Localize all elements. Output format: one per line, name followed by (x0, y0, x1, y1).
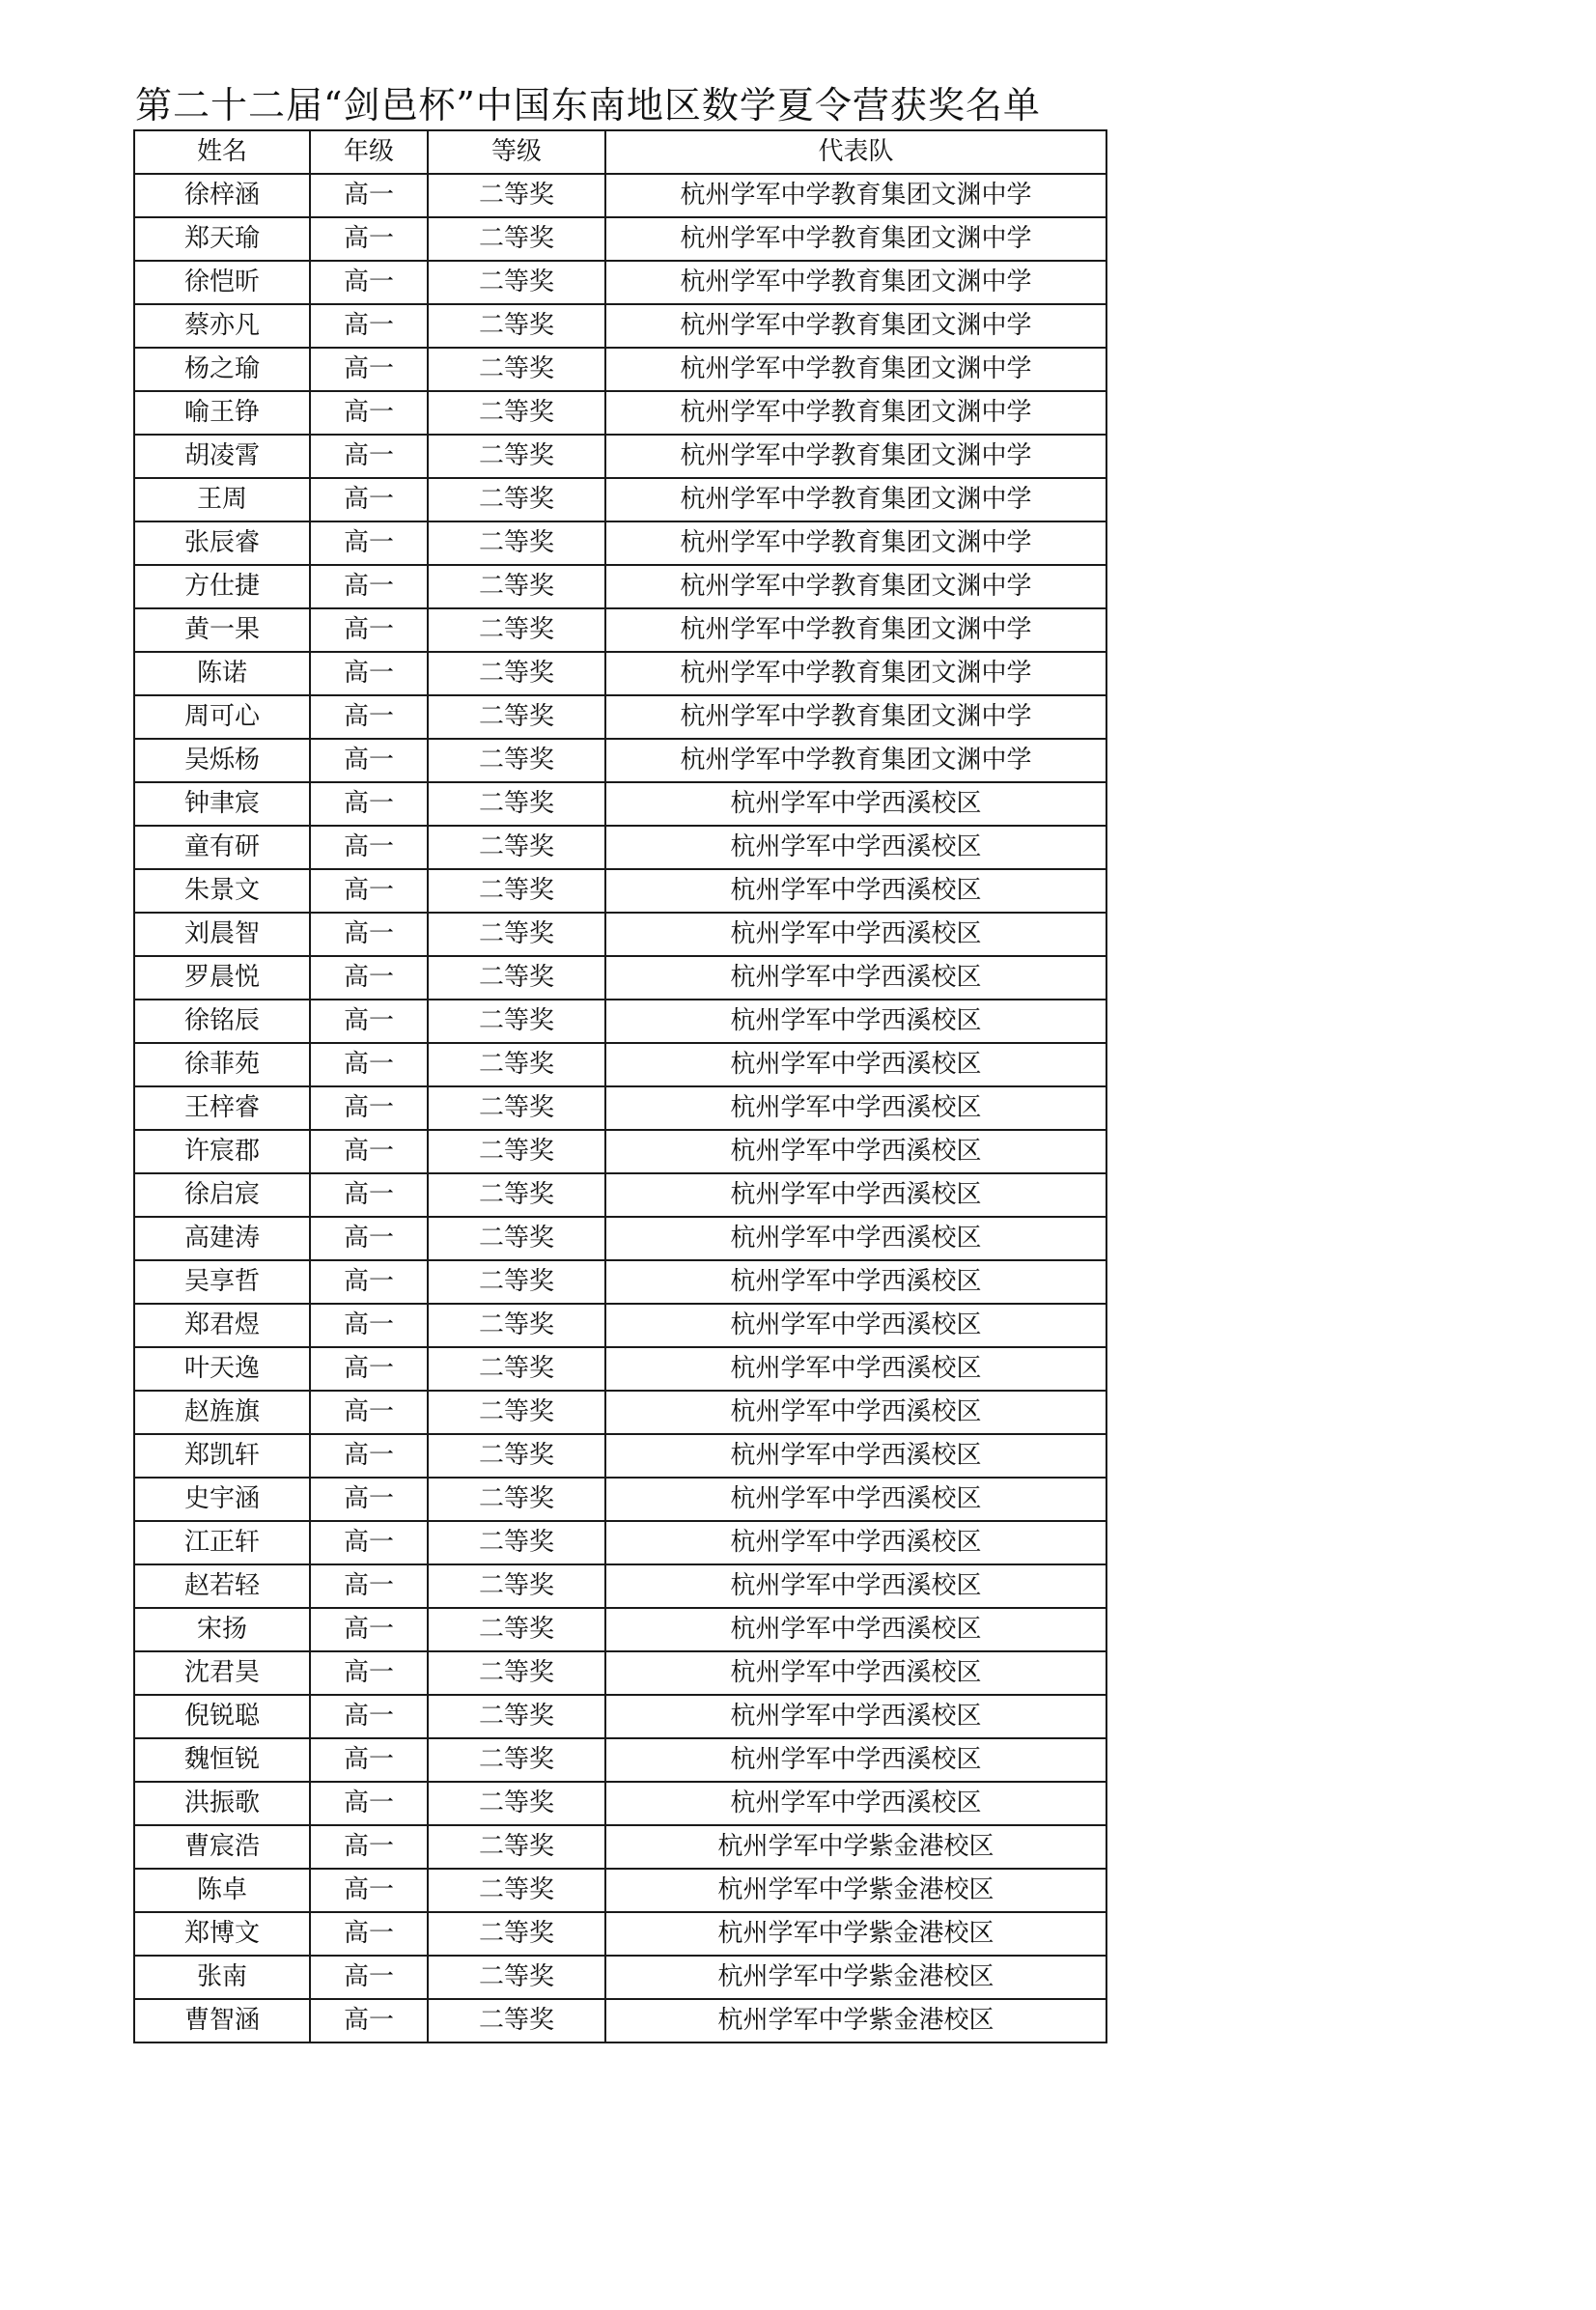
cell-grade: 高一 (310, 1608, 428, 1651)
cell-grade: 高一 (310, 1738, 428, 1782)
cell-team: 杭州学军中学教育集团文渊中学 (605, 478, 1106, 521)
cell-grade: 高一 (310, 1217, 428, 1260)
cell-name: 陈卓 (134, 1869, 310, 1912)
cell-team: 杭州学军中学教育集团文渊中学 (605, 174, 1106, 217)
cell-level: 二等奖 (428, 1130, 605, 1173)
cell-name: 王周 (134, 478, 310, 521)
cell-grade: 高一 (310, 261, 428, 304)
cell-team: 杭州学军中学西溪校区 (605, 1260, 1106, 1304)
table-row (134, 435, 1106, 478)
cell-level: 二等奖 (428, 1912, 605, 1956)
cell-name: 郑君煜 (134, 1304, 310, 1347)
cell-grade: 高一 (310, 1173, 428, 1217)
table-row (134, 1695, 1106, 1738)
cell-grade: 高一 (310, 435, 428, 478)
cell-level: 二等奖 (428, 1825, 605, 1869)
cell-team: 杭州学军中学西溪校区 (605, 869, 1106, 913)
cell-name: 周可心 (134, 695, 310, 739)
table-row (134, 956, 1106, 1000)
cell-team: 杭州学军中学西溪校区 (605, 1347, 1106, 1391)
cell-level: 二等奖 (428, 435, 605, 478)
table-row (134, 1000, 1106, 1043)
cell-name: 王梓睿 (134, 1086, 310, 1130)
table-row (134, 1304, 1106, 1347)
cell-grade: 高一 (310, 1956, 428, 1999)
cell-level: 二等奖 (428, 1782, 605, 1825)
cell-grade: 高一 (310, 1825, 428, 1869)
cell-grade: 高一 (310, 391, 428, 435)
cell-team: 杭州学军中学西溪校区 (605, 1391, 1106, 1434)
cell-name: 赵旌旗 (134, 1391, 310, 1434)
cell-grade: 高一 (310, 826, 428, 869)
cell-team: 杭州学军中学西溪校区 (605, 1564, 1106, 1608)
cell-team: 杭州学军中学教育集团文渊中学 (605, 565, 1106, 608)
cell-team: 杭州学军中学西溪校区 (605, 1000, 1106, 1043)
cell-team: 杭州学军中学教育集团文渊中学 (605, 521, 1106, 565)
table-row (134, 1260, 1106, 1304)
cell-team: 杭州学军中学紫金港校区 (605, 1999, 1106, 2042)
table-row (134, 826, 1106, 869)
cell-level: 二等奖 (428, 1260, 605, 1304)
table-row (134, 1651, 1106, 1695)
table-row (134, 1564, 1106, 1608)
table-row (134, 1217, 1106, 1260)
cell-grade: 高一 (310, 1260, 428, 1304)
cell-level: 二等奖 (428, 1651, 605, 1695)
cell-grade: 高一 (310, 1912, 428, 1956)
cell-name: 宋扬 (134, 1608, 310, 1651)
cell-level: 二等奖 (428, 869, 605, 913)
table-row (134, 1478, 1106, 1521)
cell-level: 二等奖 (428, 1999, 605, 2042)
table-row (134, 174, 1106, 217)
cell-grade: 高一 (310, 1434, 428, 1478)
cell-name: 徐恺昕 (134, 261, 310, 304)
table-row (134, 652, 1106, 695)
table-row (134, 1391, 1106, 1434)
award-table (133, 129, 1107, 2043)
cell-team: 杭州学军中学教育集团文渊中学 (605, 391, 1106, 435)
cell-grade: 高一 (310, 956, 428, 1000)
table-body (134, 174, 1106, 2042)
cell-name: 罗晨悦 (134, 956, 310, 1000)
table-row (134, 1608, 1106, 1651)
cell-name: 朱景文 (134, 869, 310, 913)
cell-grade: 高一 (310, 1304, 428, 1347)
cell-name: 郑天瑜 (134, 217, 310, 261)
column-header-grade: 年级 (310, 130, 428, 174)
cell-team: 杭州学军中学紫金港校区 (605, 1956, 1106, 1999)
cell-team: 杭州学军中学西溪校区 (605, 1043, 1106, 1086)
cell-name: 曹智涵 (134, 1999, 310, 2042)
table-row (134, 1173, 1106, 1217)
table-row (134, 1043, 1106, 1086)
cell-level: 二等奖 (428, 1608, 605, 1651)
cell-name: 喻王铮 (134, 391, 310, 435)
cell-grade: 高一 (310, 782, 428, 826)
cell-team: 杭州学军中学西溪校区 (605, 1651, 1106, 1695)
cell-name: 沈君昊 (134, 1651, 310, 1695)
cell-level: 二等奖 (428, 1695, 605, 1738)
cell-grade: 高一 (310, 348, 428, 391)
cell-level: 二等奖 (428, 1521, 605, 1564)
cell-level: 二等奖 (428, 956, 605, 1000)
cell-name: 陈诺 (134, 652, 310, 695)
cell-team: 杭州学军中学西溪校区 (605, 1738, 1106, 1782)
cell-grade: 高一 (310, 1782, 428, 1825)
cell-name: 蔡亦凡 (134, 304, 310, 348)
cell-name: 许宸郡 (134, 1130, 310, 1173)
cell-grade: 高一 (310, 1869, 428, 1912)
table-row (134, 565, 1106, 608)
cell-team: 杭州学军中学教育集团文渊中学 (605, 348, 1106, 391)
table-row (134, 304, 1106, 348)
cell-name: 童有研 (134, 826, 310, 869)
cell-team: 杭州学军中学教育集团文渊中学 (605, 652, 1106, 695)
cell-team: 杭州学军中学西溪校区 (605, 913, 1106, 956)
cell-level: 二等奖 (428, 1000, 605, 1043)
cell-level: 二等奖 (428, 1478, 605, 1521)
cell-grade: 高一 (310, 1651, 428, 1695)
cell-name: 叶天逸 (134, 1347, 310, 1391)
cell-name: 张辰睿 (134, 521, 310, 565)
cell-level: 二等奖 (428, 1434, 605, 1478)
cell-name: 江正轩 (134, 1521, 310, 1564)
cell-level: 二等奖 (428, 1086, 605, 1130)
table-row (134, 782, 1106, 826)
cell-team: 杭州学军中学西溪校区 (605, 1086, 1106, 1130)
table-row (134, 478, 1106, 521)
cell-name: 徐菲苑 (134, 1043, 310, 1086)
cell-grade: 高一 (310, 1478, 428, 1521)
table-row (134, 391, 1106, 435)
cell-level: 二等奖 (428, 391, 605, 435)
column-header-name: 姓名 (134, 130, 310, 174)
cell-team: 杭州学军中学西溪校区 (605, 1173, 1106, 1217)
cell-level: 二等奖 (428, 652, 605, 695)
table-row (134, 1912, 1106, 1956)
cell-name: 胡凌霄 (134, 435, 310, 478)
cell-grade: 高一 (310, 608, 428, 652)
cell-level: 二等奖 (428, 1217, 605, 1260)
table-row (134, 348, 1106, 391)
cell-team: 杭州学军中学紫金港校区 (605, 1869, 1106, 1912)
cell-level: 二等奖 (428, 1738, 605, 1782)
cell-team: 杭州学军中学西溪校区 (605, 1478, 1106, 1521)
cell-grade: 高一 (310, 695, 428, 739)
cell-grade: 高一 (310, 1521, 428, 1564)
cell-level: 二等奖 (428, 695, 605, 739)
cell-name: 洪振歌 (134, 1782, 310, 1825)
table-row (134, 217, 1106, 261)
cell-level: 二等奖 (428, 1347, 605, 1391)
cell-name: 魏恒锐 (134, 1738, 310, 1782)
cell-name: 赵若轻 (134, 1564, 310, 1608)
table-row (134, 1434, 1106, 1478)
cell-name: 史宇涵 (134, 1478, 310, 1521)
table-row (134, 1869, 1106, 1912)
cell-grade: 高一 (310, 1564, 428, 1608)
cell-team: 杭州学军中学西溪校区 (605, 1217, 1106, 1260)
cell-name: 徐铭辰 (134, 1000, 310, 1043)
document-title: 第二十二届“剑邑杯”中国东南地区数学夏令营获奖名单 (135, 84, 1041, 127)
cell-level: 二等奖 (428, 174, 605, 217)
table-row (134, 521, 1106, 565)
cell-grade: 高一 (310, 739, 428, 782)
cell-grade: 高一 (310, 174, 428, 217)
cell-name: 郑凯轩 (134, 1434, 310, 1478)
cell-level: 二等奖 (428, 1956, 605, 1999)
cell-grade: 高一 (310, 1043, 428, 1086)
cell-level: 二等奖 (428, 565, 605, 608)
cell-grade: 高一 (310, 1000, 428, 1043)
cell-name: 倪锐聪 (134, 1695, 310, 1738)
table-row (134, 1347, 1106, 1391)
cell-name: 郑博文 (134, 1912, 310, 1956)
cell-level: 二等奖 (428, 1043, 605, 1086)
cell-team: 杭州学军中学教育集团文渊中学 (605, 261, 1106, 304)
cell-grade: 高一 (310, 304, 428, 348)
cell-level: 二等奖 (428, 826, 605, 869)
cell-team: 杭州学军中学西溪校区 (605, 782, 1106, 826)
table-row (134, 261, 1106, 304)
cell-team: 杭州学军中学西溪校区 (605, 826, 1106, 869)
cell-team: 杭州学军中学西溪校区 (605, 1608, 1106, 1651)
cell-team: 杭州学军中学紫金港校区 (605, 1825, 1106, 1869)
table-row (134, 1782, 1106, 1825)
cell-team: 杭州学军中学教育集团文渊中学 (605, 217, 1106, 261)
cell-team: 杭州学军中学教育集团文渊中学 (605, 739, 1106, 782)
cell-grade: 高一 (310, 1086, 428, 1130)
cell-level: 二等奖 (428, 1869, 605, 1912)
cell-grade: 高一 (310, 217, 428, 261)
cell-level: 二等奖 (428, 521, 605, 565)
table-row (134, 1999, 1106, 2042)
cell-grade: 高一 (310, 565, 428, 608)
table-row (134, 608, 1106, 652)
cell-team: 杭州学军中学西溪校区 (605, 1434, 1106, 1478)
cell-level: 二等奖 (428, 217, 605, 261)
table-row (134, 1738, 1106, 1782)
table-row (134, 1825, 1106, 1869)
cell-team: 杭州学军中学西溪校区 (605, 956, 1106, 1000)
cell-level: 二等奖 (428, 348, 605, 391)
cell-team: 杭州学军中学西溪校区 (605, 1695, 1106, 1738)
cell-grade: 高一 (310, 913, 428, 956)
table-row (134, 1130, 1106, 1173)
cell-grade: 高一 (310, 1695, 428, 1738)
cell-team: 杭州学军中学西溪校区 (605, 1304, 1106, 1347)
cell-team: 杭州学军中学西溪校区 (605, 1782, 1106, 1825)
cell-level: 二等奖 (428, 304, 605, 348)
cell-team: 杭州学军中学教育集团文渊中学 (605, 608, 1106, 652)
cell-team: 杭州学军中学教育集团文渊中学 (605, 304, 1106, 348)
cell-level: 二等奖 (428, 1304, 605, 1347)
cell-name: 高建涛 (134, 1217, 310, 1260)
table-header-row (134, 130, 1106, 174)
cell-grade: 高一 (310, 478, 428, 521)
table-row (134, 1086, 1106, 1130)
cell-grade: 高一 (310, 652, 428, 695)
cell-team: 杭州学军中学紫金港校区 (605, 1912, 1106, 1956)
cell-team: 杭州学军中学西溪校区 (605, 1521, 1106, 1564)
table-row (134, 1956, 1106, 1999)
cell-level: 二等奖 (428, 1564, 605, 1608)
table-row (134, 695, 1106, 739)
cell-team: 杭州学军中学教育集团文渊中学 (605, 695, 1106, 739)
table-row (134, 869, 1106, 913)
cell-name: 张南 (134, 1956, 310, 1999)
cell-level: 二等奖 (428, 739, 605, 782)
cell-name: 钟聿宸 (134, 782, 310, 826)
table-row (134, 739, 1106, 782)
cell-name: 黄一果 (134, 608, 310, 652)
cell-team: 杭州学军中学教育集团文渊中学 (605, 435, 1106, 478)
cell-grade: 高一 (310, 521, 428, 565)
cell-name: 吴烁杨 (134, 739, 310, 782)
cell-name: 杨之瑜 (134, 348, 310, 391)
cell-grade: 高一 (310, 1347, 428, 1391)
cell-name: 刘晨智 (134, 913, 310, 956)
cell-level: 二等奖 (428, 913, 605, 956)
column-header-level: 等级 (428, 130, 605, 174)
cell-grade: 高一 (310, 1130, 428, 1173)
cell-name: 曹宸浩 (134, 1825, 310, 1869)
cell-grade: 高一 (310, 1999, 428, 2042)
cell-level: 二等奖 (428, 478, 605, 521)
cell-level: 二等奖 (428, 1173, 605, 1217)
cell-grade: 高一 (310, 1391, 428, 1434)
cell-level: 二等奖 (428, 1391, 605, 1434)
cell-level: 二等奖 (428, 608, 605, 652)
cell-name: 徐启宸 (134, 1173, 310, 1217)
cell-level: 二等奖 (428, 782, 605, 826)
table-row (134, 1521, 1106, 1564)
column-header-team: 代表队 (605, 130, 1106, 174)
cell-name: 方仕捷 (134, 565, 310, 608)
table-row (134, 913, 1106, 956)
cell-grade: 高一 (310, 869, 428, 913)
cell-level: 二等奖 (428, 261, 605, 304)
cell-name: 徐梓涵 (134, 174, 310, 217)
cell-team: 杭州学军中学西溪校区 (605, 1130, 1106, 1173)
cell-name: 吴享哲 (134, 1260, 310, 1304)
